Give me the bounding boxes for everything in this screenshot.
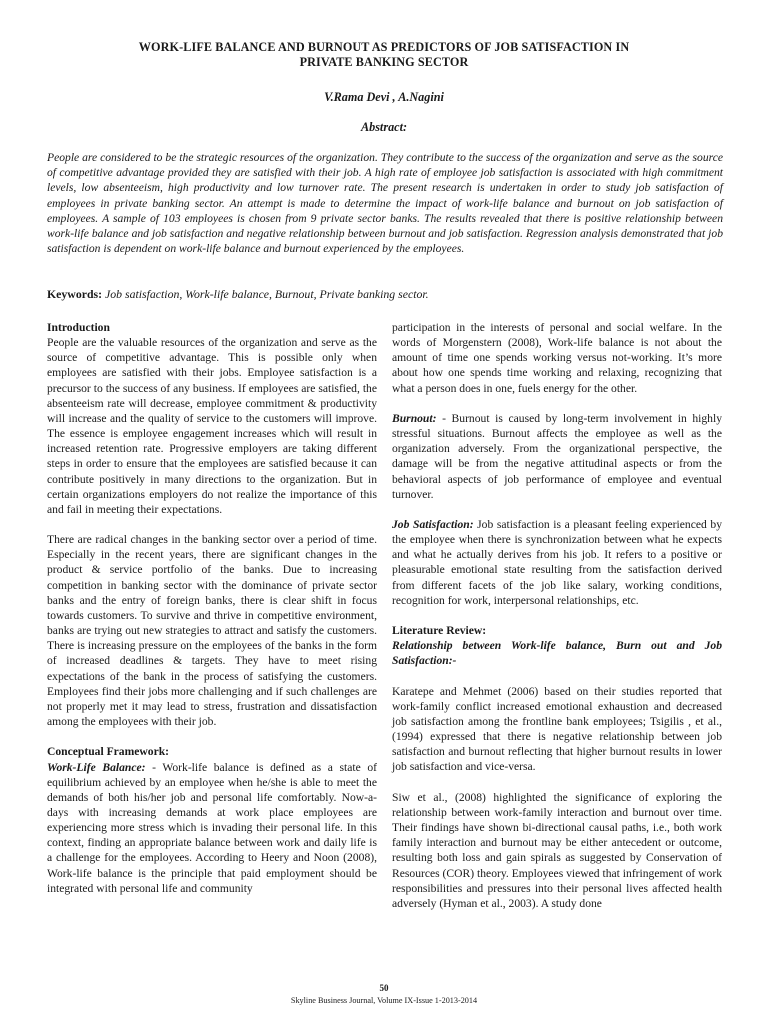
job-satisfaction-text: Job satisfaction is a pleasant feeling experienced by the employee when there is synchronization between what he expects and what he actually derives from his job. It refers to a positive or pleasurable emotional state resulting from the satisfaction derived from different facets of the job like salary, working conditions, recognition for work, interpersonal relationships, etc. <box>392 518 722 607</box>
right-column <box>392 320 722 911</box>
burnout-label: Burnout: <box>392 411 437 425</box>
literature-review-heading: Literature Review: <box>392 624 487 638</box>
work-life-balance-label: Work-Life Balance: <box>47 760 146 774</box>
authors: V.Rama Devi , A.Nagini <box>324 90 444 104</box>
page-number: 50 <box>379 983 389 993</box>
work-life-balance-continued: participation in the interests of personal and social welfare. In the words of Morgenstern (2008), Work-life balance is not about the amount of time one spends working versus not-working. It’s more about how one spends time working and relaxing, recognizing that what a person does in one, fuels energy for the other. <box>392 321 722 395</box>
work-life-balance-text: - Work-life balance is defined as a state of equilibrium achieved by an employee when he/she is able to meet the demands of both his/her job and personal life comfortably. Now-a-days with increasing demands at work place employees are experiencing more stress which is invading their personal life. In this context, finding an appropriate balance between work and daily life is a challenge for the employees. According to Heery and Noon (2008), Work-life balance is the principle that paid employment should be integrated with personal life and community <box>47 760 377 895</box>
burnout-text: - Burnout is caused by long-term involvement in highly stressful situations. Burnout affects the employee as well as the organization adversely. From the organizational perspective, the damage will be from the negative attitudinal aspects or from the behavioral aspects of job performance of employee and eventual turnover. <box>392 411 722 501</box>
conceptual-framework-heading: Conceptual Framework: <box>47 745 170 759</box>
paper-title <box>60 40 708 70</box>
burnout-paragraph <box>392 411 722 502</box>
literature-review-paragraph-2: Siw et al., (2008) highlighted the significance of exploring the relationship between work-family interaction and burnout over time. Their findings have shown bi-directional causal paths, i.e., both work family interaction and burnout may be either antecedent or outcome, resulting both loss and gain spirals as suggested by Conservation of Resources (COR) theory. Employees viewed that infringement of work responsibilities and pressures into their personal lives affected health adversely (Hyman et al., 2003). A study done <box>392 790 722 910</box>
abstract-heading: Abstract: <box>360 120 408 134</box>
work-life-balance-paragraph <box>47 760 377 896</box>
introduction-paragraph-1: People are the valuable resources of the organization and serve as the source of competitive advantage. This is possible only when employees are satisfied with their jobs. Employee satisfaction is a precursor to the success of any business. If employees are satisfied, the absenteeism rate will decrease, employee commitment & productivity will increase and the quality of service to the customers will improve. The essence is employee engagement increases which will result in increased retention rate. Progressive employers are taking different steps in order to ensure that the employees are satisfied because it can contribute positively in many directions to the organization. But in certain organizations employers do not realize the importance of this and fail in meeting their expectations. <box>47 336 377 516</box>
keywords <box>47 287 723 302</box>
title-line-1: WORK-LIFE BALANCE AND BURNOUT AS PREDICTORS OF JOB SATISFACTION IN <box>138 40 630 54</box>
literature-review-subheading: Relationship between Work-life balance, Burn out and Job Satisfaction:- <box>392 639 722 668</box>
job-satisfaction-label: Job Satisfaction: <box>392 518 474 531</box>
literature-review-paragraph-1: Karatepe and Mehmet (2006) based on their studies reported that work-family conflict increased emotional exhaustion and decreased job satisfaction among the frontline bank employees; Tsigilis , et al., (1994) expressed that there is negative relationship between job satisfaction and burnout reflecting that higher burnout results in lower job satisfaction and vice-versa. <box>392 684 722 774</box>
job-satisfaction-paragraph <box>392 517 722 608</box>
left-column <box>47 320 377 896</box>
keywords-text: Job satisfaction, Work-life balance, Burnout, Private banking sector. <box>105 287 429 301</box>
introduction-heading: Introduction <box>47 321 110 334</box>
journal-footer: Skyline Business Journal, Volume IX-Issue 1-2013-2014 <box>290 996 478 1005</box>
keywords-label: Keywords: <box>47 287 103 301</box>
title-line-2: PRIVATE BANKING SECTOR <box>299 55 469 69</box>
introduction-paragraph-2: There are radical changes in the banking sector over a period of time. Especially in the recent years, there are significant changes in the product & service portfolio of the banks. Due to increasing competition in banking sector with the dominance of private sector banks and the entry of foreign banks, there is clear shift in focus towards customers. To survive and thrive in competitive environment, banks are trying out new strategies to attract and satisfy the customers. There is increasing pressure on the employees of the banks in the form of increased deadlines & targets. They have to meet rising expectations of the bank in the process of satisfying the customers. Employees find their jobs more challenging and if such challenges are not properly met it may lead to stress, frustration and dissatisfaction among the employees with their job. <box>47 533 377 729</box>
abstract-text: People are considered to be the strategic resources of the organization. They contribute to the success of the organization and serve as the source of competitive advantage provided they are satisfied with their job. A high rate of employee job satisfaction is associated with high commitment levels, low absenteeism, high productivity and low turnover rate. The present research is undertaken in order to study job satisfaction of employees in private banking sector. An attempt is made to determine the impact of work-life balance and burnout on job satisfaction of employees. A sample of 103 employees is chosen from 9 private sector banks. The results revealed that there is positive relationship between work-life balance and job satisfaction and negative relationship between burnout and job satisfaction. Regression analysis demonstrated that job satisfaction is dependent on work-life balance and burnout experienced by the employees. <box>47 151 723 256</box>
